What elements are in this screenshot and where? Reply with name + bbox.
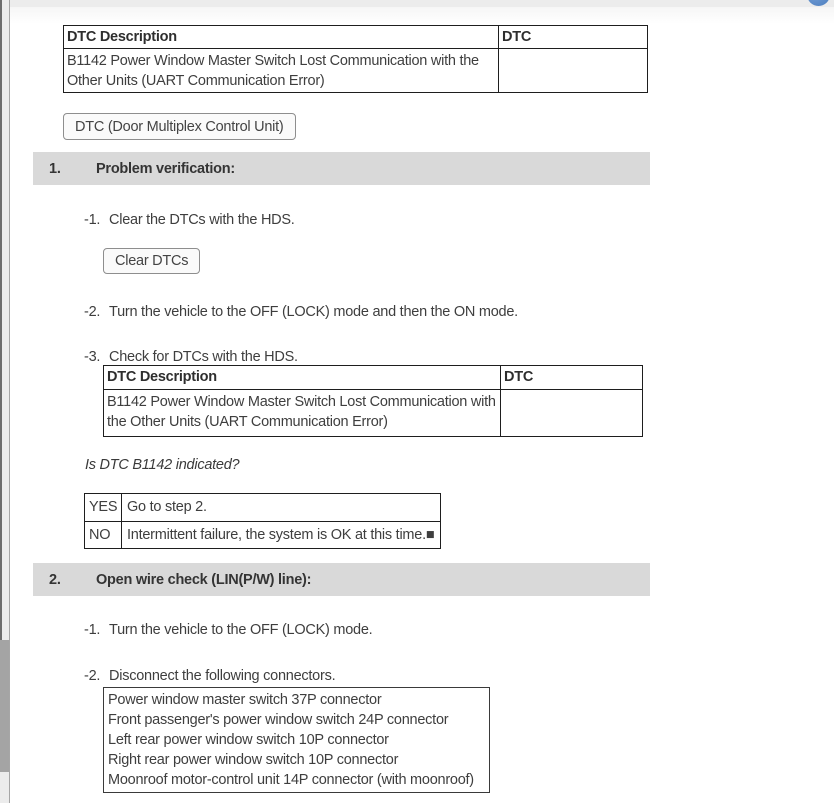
decision-yes-label: YES xyxy=(89,499,118,515)
decision-table xyxy=(84,493,441,549)
section-2-banner xyxy=(33,563,650,596)
step-2-2-number: -2. xyxy=(84,668,101,684)
connector-line: Left rear power window switch 10P connector xyxy=(108,732,389,748)
step-1-2-number: -2. xyxy=(84,304,101,320)
step-1-3 xyxy=(84,348,298,366)
connector-line: Right rear power window switch 10P connector xyxy=(108,752,399,768)
connector-line: Moonroof motor-control unit 14P connector (with moonroof) xyxy=(108,772,474,788)
scrollbar-thumb[interactable] xyxy=(0,640,9,772)
dtc-unit-button[interactable]: DTC (Door Multiplex Control Unit) xyxy=(63,113,296,140)
decision-no-action: Intermittent failure, the system is OK at this time.■ xyxy=(121,521,440,548)
step-2-1 xyxy=(84,621,372,639)
section-1-title: Problem verification: xyxy=(96,160,235,177)
connector-line: Power window master switch 37P connector xyxy=(108,692,382,708)
decision-yes-action: Go to step 2. xyxy=(121,494,440,521)
dtc-header: DTC xyxy=(498,26,647,48)
section-1-banner xyxy=(33,152,650,185)
dtc-table-check xyxy=(103,365,643,437)
dtc-description-value: B1142 Power Window Master Switch Lost Communication with the Other Units (UART Communication Error) xyxy=(104,389,500,436)
step-1-3-number: -3. xyxy=(84,349,101,365)
clear-dtcs-button[interactable]: Clear DTCs xyxy=(103,248,200,274)
step-1-1-text: Clear the DTCs with the HDS. xyxy=(109,212,295,228)
step-2-1-number: -1. xyxy=(84,622,101,638)
decision-question: Is DTC B1142 indicated? xyxy=(85,457,240,473)
dtc-table-top xyxy=(63,25,648,93)
top-shadow-band xyxy=(10,0,834,7)
decision-no-label: NO xyxy=(85,521,121,548)
dtc-value xyxy=(498,48,647,92)
step-1-1 xyxy=(84,211,295,229)
connector-line: Front passenger's power window switch 24P connector xyxy=(108,712,449,728)
step-2-2 xyxy=(84,667,335,685)
dtc-description-value: B1142 Power Window Master Switch Lost Communication with the Other Units (UART Communication Error) xyxy=(64,48,498,92)
step-1-2 xyxy=(84,303,518,321)
dtc-header: DTC xyxy=(500,366,642,389)
dtc-description-header: DTC Description xyxy=(107,369,217,385)
section-2-number: 2. xyxy=(49,571,61,588)
section-2-title: Open wire check (LIN(P/W) line): xyxy=(96,571,312,588)
step-1-3-text: Check for DTCs with the HDS. xyxy=(109,349,298,365)
section-1-number: 1. xyxy=(49,160,61,177)
step-1-2-text: Turn the vehicle to the OFF (LOCK) mode and then the ON mode. xyxy=(109,304,518,320)
step-2-1-text: Turn the vehicle to the OFF (LOCK) mode. xyxy=(109,622,373,638)
step-2-2-text: Disconnect the following connectors. xyxy=(109,668,336,684)
step-1-1-number: -1. xyxy=(84,212,101,228)
connector-list-box xyxy=(103,687,490,793)
top-shadow-fade xyxy=(10,7,834,24)
dtc-value xyxy=(500,389,642,436)
vertical-scrollbar[interactable] xyxy=(0,0,10,803)
dtc-description-header: DTC Description xyxy=(67,29,177,45)
